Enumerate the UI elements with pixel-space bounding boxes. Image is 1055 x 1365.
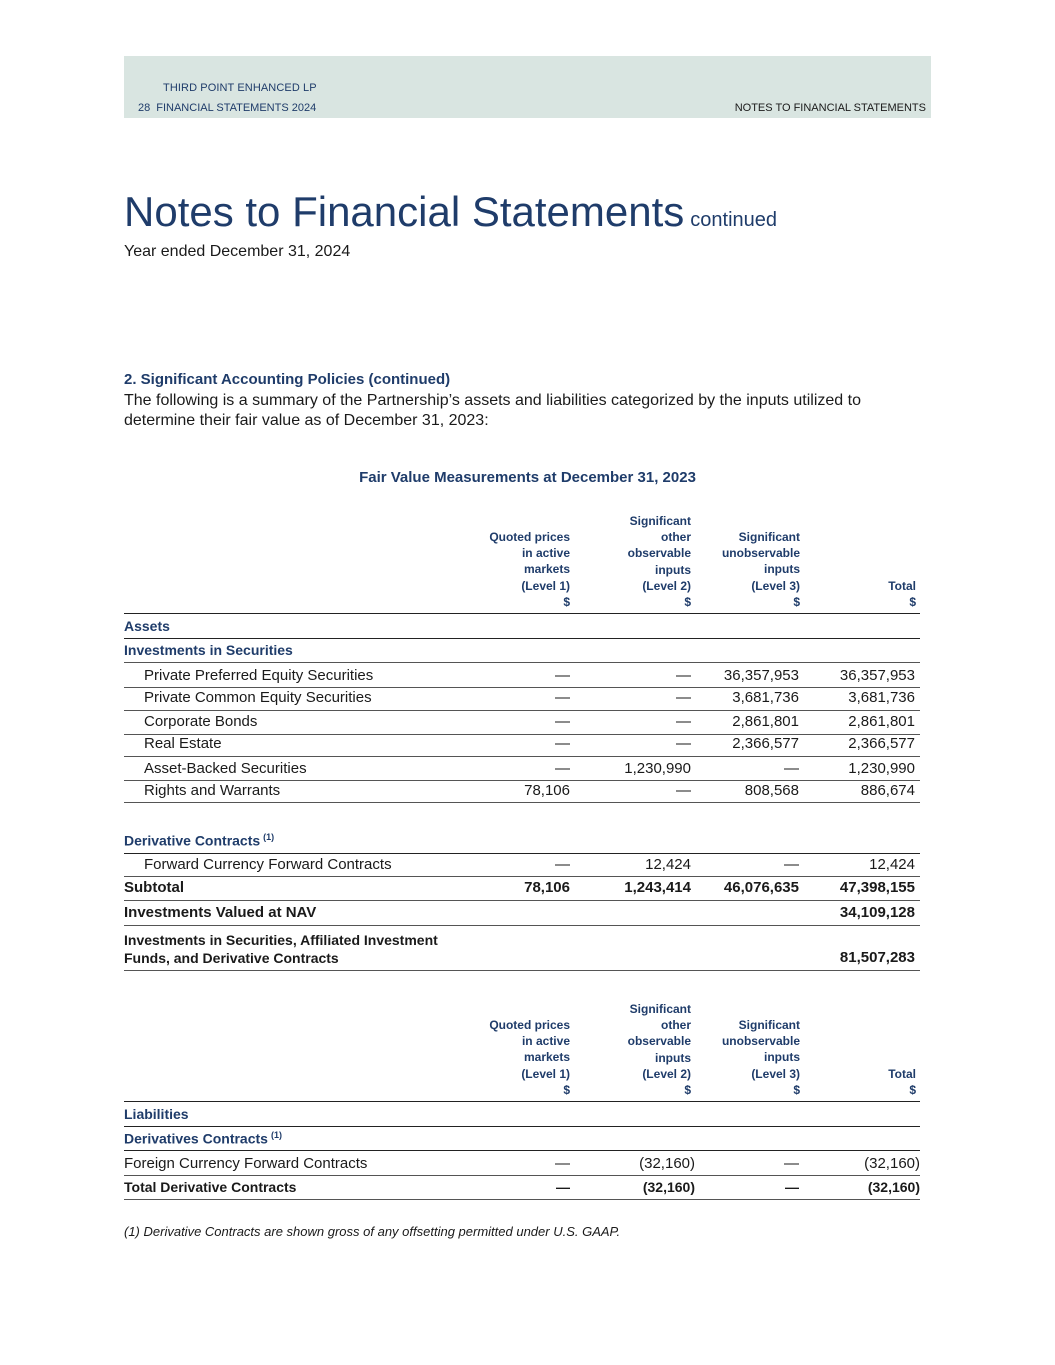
- col-header-level2: [628, 513, 691, 610]
- col-header-line: observable: [627, 1034, 691, 1049]
- header-company: THIRD POINT ENHANCED LP: [163, 82, 317, 94]
- col-header-line: Significant: [738, 530, 800, 544]
- page-number: 28: [138, 102, 151, 114]
- cell-total: 12,424: [869, 856, 915, 873]
- cell-total: 886,674: [860, 782, 915, 799]
- row-label: Private Preferred Equity Securities: [144, 667, 374, 684]
- cell-level1: —: [555, 689, 570, 706]
- cell-level1: —: [555, 1155, 570, 1172]
- cell-level3: —: [785, 1179, 799, 1195]
- cell-total: 81,507,283: [839, 949, 915, 966]
- col-header-line: Significant: [629, 1002, 691, 1016]
- divider: [124, 756, 920, 757]
- table-title: Fair Value Measurements at December 31, 2023: [359, 469, 696, 486]
- col-header-line: $: [563, 1082, 570, 1097]
- row-label: Private Common Equity Securities: [144, 689, 372, 706]
- cell-level2: —: [676, 667, 691, 684]
- col-header-line: unobservable: [721, 1034, 800, 1049]
- divider: [124, 876, 920, 877]
- col-header-line: $: [909, 595, 916, 610]
- col-header-line: Total: [888, 579, 916, 593]
- cell-level3: 808,568: [744, 782, 799, 799]
- cell-level3: —: [784, 760, 799, 777]
- cell-level1: —: [555, 760, 570, 777]
- cell-level1: 78,106: [524, 879, 570, 896]
- row-label: Total Derivative Contracts: [124, 1179, 297, 1195]
- page-title-text: Notes to Financial Statements: [124, 188, 685, 235]
- footnote-ref: (1): [270, 1130, 282, 1140]
- col-header-level3: [722, 529, 800, 610]
- cell-total: (32,160): [864, 1155, 920, 1172]
- col-header-total: [888, 1066, 916, 1098]
- col-header-line: $: [909, 1083, 916, 1098]
- page-title-suffix: continued: [690, 209, 778, 231]
- cell-level1: —: [555, 735, 570, 752]
- cell-total: 34,109,128: [839, 904, 915, 921]
- cell-level1: —: [556, 1179, 570, 1195]
- cell-total: 36,357,953: [839, 667, 915, 684]
- col-header-line: (Level 1): [521, 1066, 570, 1081]
- page-header: [124, 56, 931, 118]
- col-header-line: $: [793, 1082, 800, 1097]
- cell-total: 2,366,577: [848, 735, 915, 752]
- divider: [124, 780, 920, 781]
- col-header-line: Quoted prices: [489, 1018, 570, 1032]
- liab-derivatives-label-text: Derivatives Contracts: [124, 1130, 268, 1147]
- col-header-line: Quoted prices: [489, 530, 570, 544]
- cell-total: 2,861,801: [848, 713, 915, 730]
- cell-level3: —: [784, 856, 799, 873]
- divider: [124, 687, 920, 688]
- divider: [124, 638, 920, 639]
- divider: [124, 1126, 920, 1127]
- footnote-ref: (1): [263, 832, 275, 842]
- cell-level2: —: [676, 735, 691, 752]
- cell-level3: 2,366,577: [732, 735, 799, 752]
- header-section: NOTES TO FINANCIAL STATEMENTS: [734, 102, 926, 114]
- row-label: Real Estate: [144, 735, 222, 752]
- header-doc-title: FINANCIAL STATEMENTS 2024: [156, 102, 317, 114]
- divider: [124, 710, 920, 711]
- row-label-line1: Investments in Securities, Affiliated Investment: [124, 932, 438, 948]
- col-header-line: Total: [888, 1067, 916, 1081]
- row-label: Asset-Backed Securities: [144, 760, 307, 777]
- cell-total: (32,160): [867, 1179, 920, 1195]
- cell-level1: —: [555, 856, 570, 873]
- cell-total: 47,398,155: [839, 879, 915, 896]
- col-header-level1: [489, 529, 570, 610]
- divider: [124, 1175, 920, 1176]
- row-label: Forward Currency Forward Contracts: [144, 856, 392, 873]
- cell-level2: —: [676, 713, 691, 730]
- row-label: Subtotal: [124, 879, 184, 896]
- col-header-line: inputs: [655, 1050, 691, 1065]
- cell-level2: 1,243,414: [624, 879, 691, 896]
- investments-label: Investments in Securities: [124, 642, 293, 658]
- cell-level3: 36,357,953: [723, 667, 799, 684]
- col-header-line: (Level 3): [751, 578, 800, 593]
- divider: [124, 613, 920, 614]
- col-header-line: markets: [523, 1050, 570, 1065]
- row-label: Investments Valued at NAV: [124, 904, 317, 921]
- cell-level2: —: [676, 782, 691, 799]
- assets-label: Assets: [124, 618, 170, 634]
- cell-level1: —: [555, 667, 570, 684]
- col-header-line: other: [661, 530, 691, 545]
- divider: [124, 662, 920, 663]
- header-left: [138, 102, 322, 114]
- cell-level1: —: [555, 713, 570, 730]
- divider: [124, 900, 920, 901]
- divider: [124, 1101, 920, 1102]
- section-heading: 2. Significant Accounting Policies (continued): [124, 371, 451, 388]
- col-header-line: other: [661, 1018, 691, 1033]
- derivatives-label: [124, 832, 274, 849]
- cell-level3: —: [784, 1155, 799, 1172]
- footnote: (1) Derivative Contracts are shown gross of any offsetting permitted under U.S. GAAP.: [124, 1224, 621, 1239]
- col-header-line: (Level 3): [751, 1066, 800, 1081]
- liabilities-label: Liabilities: [124, 1106, 189, 1122]
- col-header-line: inputs: [655, 562, 691, 577]
- col-header-line: Significant: [738, 1018, 800, 1032]
- cell-level1: 78,106: [524, 782, 570, 799]
- col-header-level1: [489, 1017, 570, 1098]
- col-header-line: (Level 2): [642, 578, 691, 593]
- cell-level3: 2,861,801: [732, 713, 799, 730]
- row-label: Corporate Bonds: [144, 713, 258, 730]
- derivatives-label-text: Derivative Contracts: [124, 832, 261, 849]
- page-subtitle: Year ended December 31, 2024: [124, 243, 351, 260]
- liab-derivatives-label: [124, 1130, 282, 1147]
- cell-level2: 12,424: [645, 856, 691, 873]
- col-header-line: observable: [627, 546, 691, 561]
- row-label-line2: Funds, and Derivative Contracts: [124, 950, 339, 966]
- cell-level2: (32,160): [639, 1155, 695, 1172]
- col-header-line: in active: [521, 546, 570, 561]
- page-title: [124, 188, 777, 236]
- divider: [124, 1150, 920, 1151]
- cell-level3: 46,076,635: [723, 879, 799, 896]
- row-label: Rights and Warrants: [144, 782, 281, 799]
- divider: [124, 802, 920, 803]
- col-header-total: [888, 578, 916, 610]
- col-header-line: $: [793, 594, 800, 609]
- col-header-line: $: [563, 594, 570, 609]
- cell-total: 3,681,736: [848, 689, 915, 706]
- divider: [124, 853, 920, 854]
- col-header-line: unobservable: [721, 546, 800, 561]
- col-header-line: inputs: [764, 562, 800, 577]
- divider: [124, 970, 920, 971]
- cell-level2: —: [676, 689, 691, 706]
- col-header-level3: [722, 1017, 800, 1098]
- col-header-line: in active: [521, 1034, 570, 1049]
- col-header-line: (Level 1): [521, 578, 570, 593]
- row-label: Foreign Currency Forward Contracts: [124, 1155, 368, 1172]
- col-header-line: $: [684, 595, 691, 610]
- col-header-line: Significant: [629, 514, 691, 528]
- divider: [124, 1199, 920, 1200]
- col-header-line: inputs: [764, 1050, 800, 1065]
- col-header-level2: [628, 1001, 691, 1098]
- section-body: The following is a summary of the Partnership’s assets and liabilities categorized by the inputs utilized to determine their fair value as of December 31, 2023:: [124, 392, 861, 429]
- cell-level3: 3,681,736: [732, 689, 799, 706]
- col-header-line: $: [684, 1083, 691, 1098]
- cell-level2: 1,230,990: [624, 760, 691, 777]
- divider: [124, 734, 920, 735]
- divider: [124, 925, 920, 926]
- col-header-line: (Level 2): [642, 1066, 691, 1081]
- cell-total: 1,230,990: [848, 760, 915, 777]
- cell-level2: (32,160): [642, 1179, 695, 1195]
- col-header-line: markets: [523, 562, 570, 577]
